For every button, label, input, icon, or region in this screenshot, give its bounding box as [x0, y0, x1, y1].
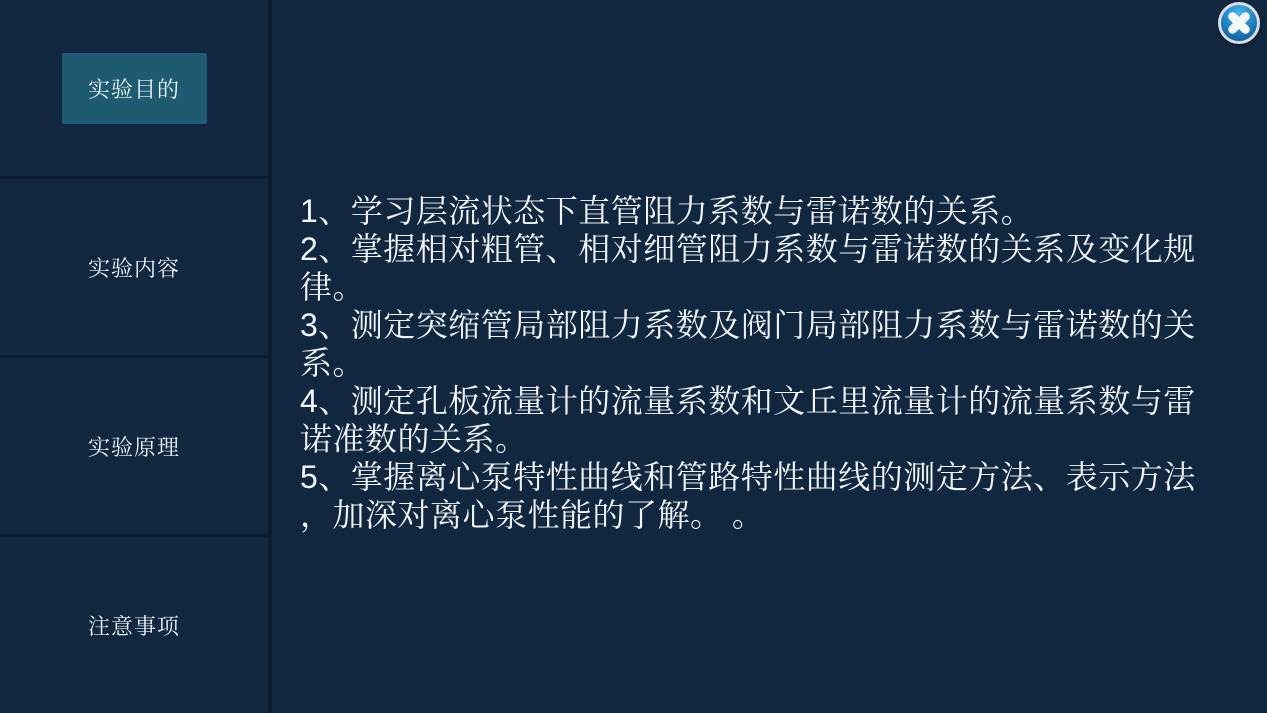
- content-line: ，加深对离心泵性能的了解。 。: [300, 497, 765, 533]
- content-line: 5、掌握离心泵特性曲线和管路特性曲线的测定方法、表示方法: [300, 459, 1196, 495]
- close-icon: [1221, 5, 1257, 41]
- sidebar-item-label: 实验原理: [87, 434, 180, 460]
- active-item-highlight: [62, 53, 207, 124]
- content-panel: [300, 192, 1247, 534]
- content-line: 2、掌握相对粗管、相对细管阻力系数与雷诺数的关系及变化规: [300, 231, 1196, 267]
- sidebar-item-precautions[interactable]: [0, 534, 268, 713]
- sidebar-item-experiment-purpose[interactable]: [0, 0, 268, 176]
- sidebar-item-label: 注意事项: [87, 613, 180, 639]
- sidebar: [0, 0, 272, 713]
- content-line: 系。: [300, 345, 366, 381]
- sidebar-item-experiment-principle[interactable]: [0, 355, 268, 534]
- sidebar-item-label: 实验目的: [87, 76, 180, 102]
- sidebar-item-label: 实验内容: [87, 255, 180, 281]
- content-line: 3、测定突缩管局部阻力系数及阀门局部阻力系数与雷诺数的关: [300, 307, 1196, 343]
- content-line: 诺准数的关系。: [300, 421, 528, 457]
- content-line: 1、学习层流状态下直管阻力系数与雷诺数的关系。: [300, 193, 1034, 229]
- sidebar-item-experiment-content[interactable]: [0, 176, 268, 355]
- close-button[interactable]: [1218, 2, 1260, 44]
- content-line: 律。: [300, 269, 366, 305]
- content-line: 4、测定孔板流量计的流量系数和文丘里流量计的流量系数与雷: [300, 383, 1196, 419]
